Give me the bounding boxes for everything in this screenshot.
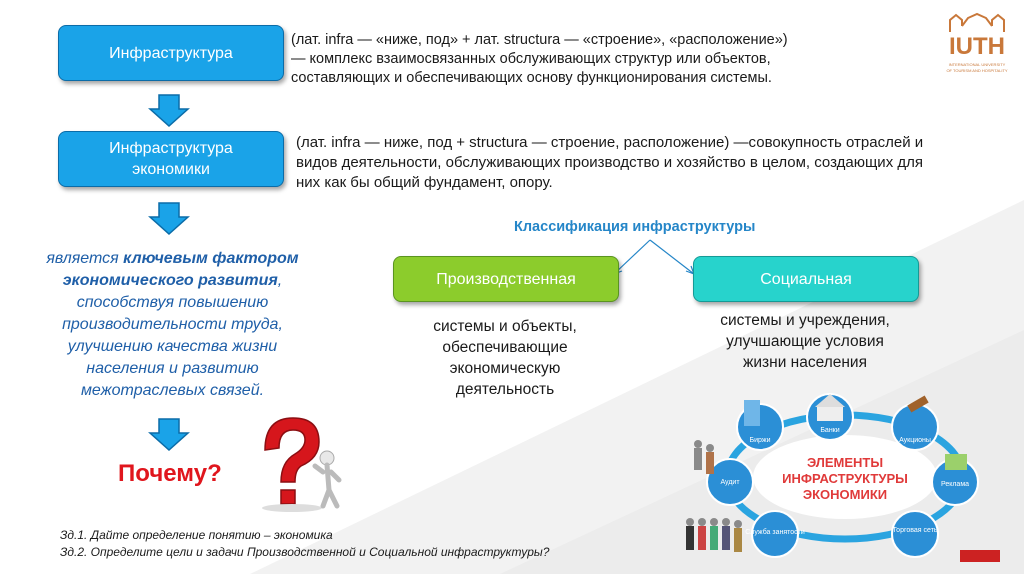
logo-line1: INTERNATIONAL UNIVERSITY [948, 62, 1006, 67]
infrastructure-label: Инфраструктура [109, 44, 233, 62]
def-line: составляющих и обеспечивающих основу функционирования системы. [291, 70, 772, 86]
node-banki [807, 394, 853, 440]
down-arrow-icon [148, 94, 190, 128]
node-label: Служба занятости [745, 529, 805, 536]
node-label: Банки [820, 427, 840, 434]
def-line: (лат. infra — «ниже, под» + лат. structura — «строение», «расположение») [291, 32, 788, 48]
production-label: Производственная [436, 270, 576, 288]
node-label: Торговая сеть [892, 527, 938, 534]
down-arrow-icon [148, 418, 190, 452]
factor-bold: ключевым фактором экономического развития [62, 250, 299, 289]
factor-line: , [277, 272, 283, 289]
desc-line: экономическую [449, 360, 561, 377]
factor-line: способствуя повышению [76, 294, 269, 311]
economic-infrastructure-label-2: экономики [132, 161, 210, 178]
node-birzhi [737, 400, 783, 450]
classification-title: Классификация инфраструктуры [514, 219, 756, 235]
question-mark-figure-icon [237, 410, 357, 515]
production-box [393, 256, 619, 302]
economic-infrastructure-label-1: Инфраструктура [109, 140, 233, 157]
social-label: Социальная [760, 270, 852, 288]
economic-infrastructure-box [58, 131, 284, 187]
why-heading: Почему? [118, 460, 222, 487]
infrastructure-box [58, 25, 284, 81]
social-description [695, 310, 915, 373]
economic-infrastructure-definition [296, 133, 923, 193]
factor-line: улучшению качества жизни [67, 338, 278, 355]
factor-line: производительности труда, [62, 316, 283, 333]
def-line: (лат. infra — ниже, под + structura — строение, расположение) —совокупность отраслей и [296, 134, 924, 151]
task-2: Зд.2. Определите цели и задачи Производственной и Социальной инфраструктуры? [60, 545, 550, 559]
elements-title-3: ЭКОНОМИКИ [802, 487, 888, 502]
def-line: них как бы общий фундамент, опору. [296, 174, 553, 191]
factor-line: межотраслевых связей. [80, 382, 265, 399]
logo-mark: IUTH [949, 33, 1005, 60]
elements-title-2: ИНФРАСТРУКТУРЫ [782, 471, 908, 486]
social-box [693, 256, 919, 302]
desc-line: системы и учреждения, [720, 312, 890, 329]
infrastructure-definition [291, 31, 788, 88]
university-logo [942, 12, 1012, 80]
desc-line: обеспечивающие [442, 339, 568, 356]
key-factor-text [20, 248, 325, 402]
desc-line: жизни населения [743, 354, 867, 371]
node-label: Биржи [749, 437, 771, 444]
def-line: — комплекс взаимосвязанных обслуживающих структур или объектов, [291, 51, 771, 67]
production-description [400, 316, 610, 400]
node-auktsiony [892, 396, 938, 450]
node-label: Аудит [720, 479, 740, 486]
down-arrow-icon [148, 202, 190, 236]
node-reklama [932, 454, 978, 505]
desc-line: улучшающие условия [726, 333, 884, 350]
factor-line: населения и развитию [86, 360, 259, 377]
desc-line: деятельность [455, 381, 555, 398]
node-label: Реклама [940, 481, 970, 488]
def-line: видов деятельности, обслуживающих производство и хозяйство в целом, создающих для [296, 154, 923, 171]
logo-line2: OF TOURISM AND HOSPITALITY [946, 68, 1008, 73]
node-torgovaya-set [892, 511, 938, 557]
elements-title-1: ЭЛЕМЕНТЫ [806, 455, 884, 470]
node-label: Аукционы [899, 437, 931, 444]
factor-prefix: является [46, 250, 124, 267]
task-1: Зд.1. Дайте определение понятию – экономика [60, 528, 333, 542]
desc-line: системы и объекты, [433, 318, 577, 335]
economy-infrastructure-elements-diagram [680, 382, 1005, 567]
